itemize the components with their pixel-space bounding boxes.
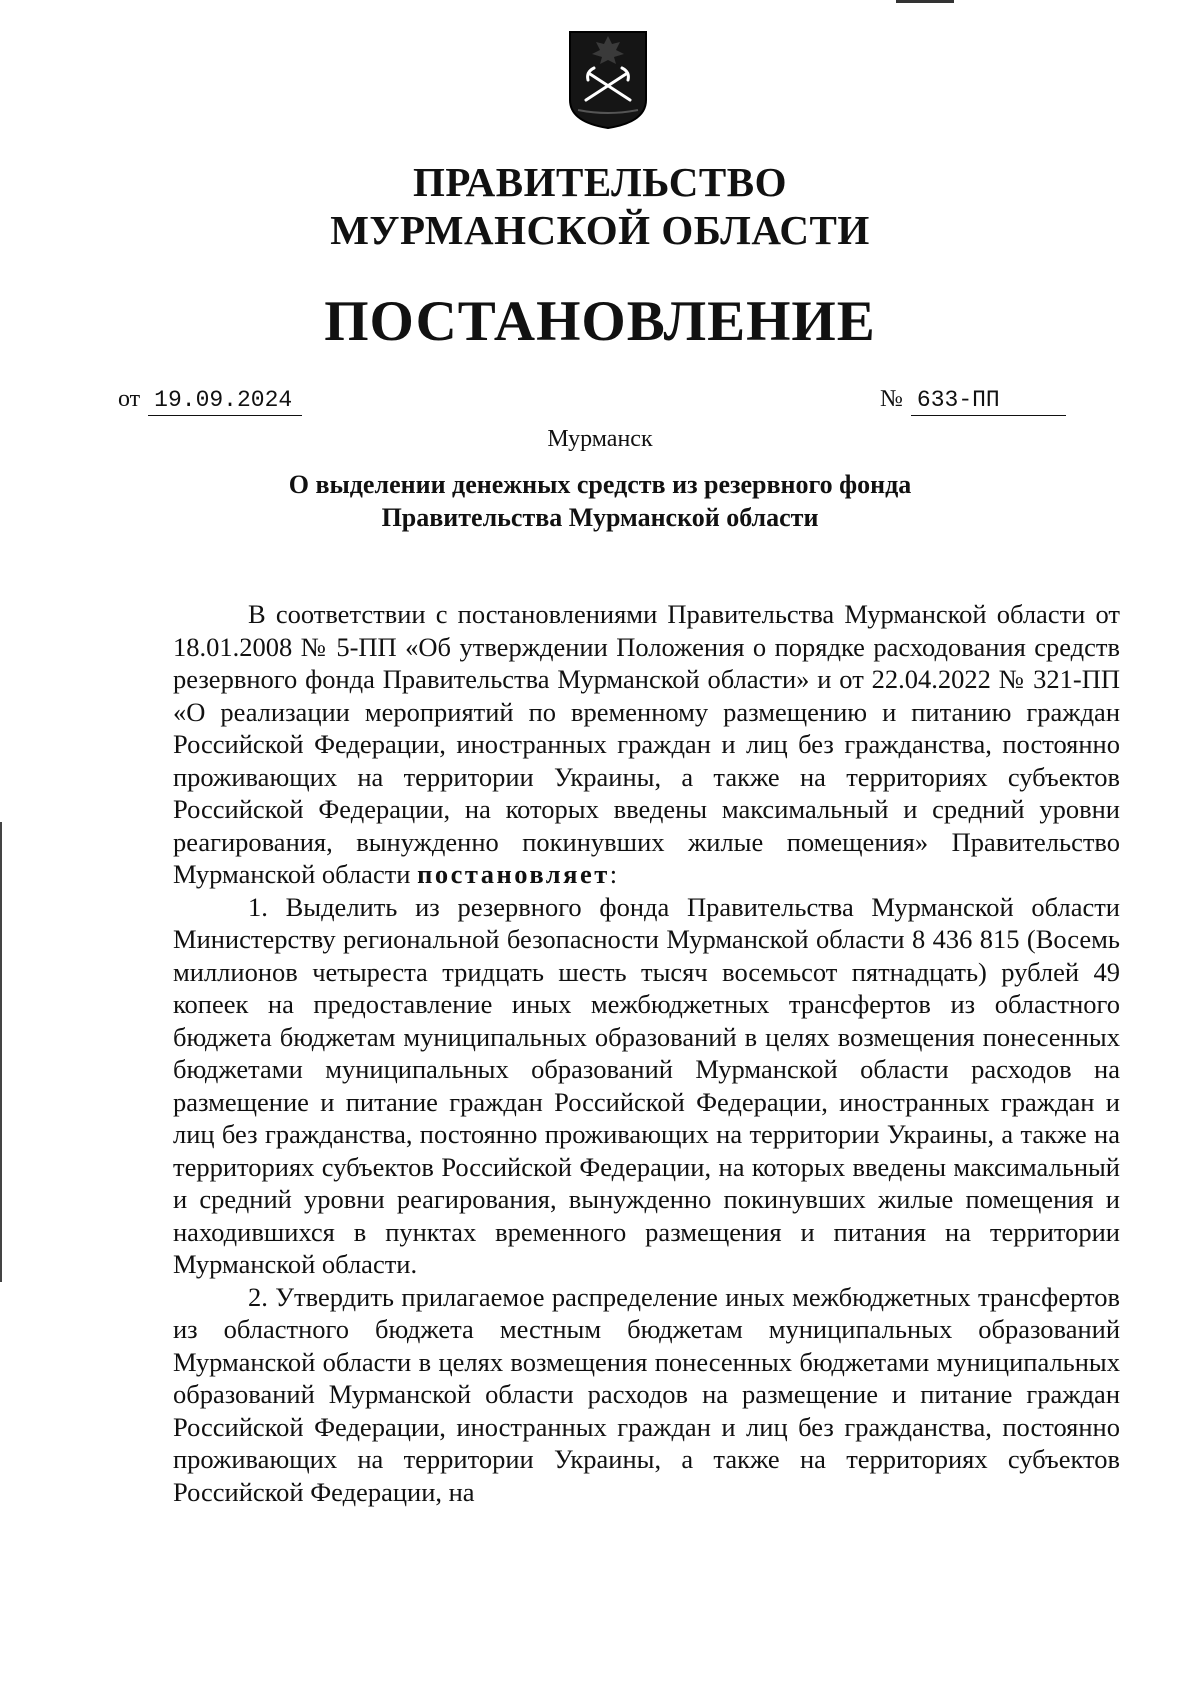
- document-number-value: 633-ПП: [911, 385, 1066, 416]
- preamble-paragraph: [173, 598, 1120, 891]
- scan-margin-line: [0, 822, 2, 1282]
- number-prefix: №: [880, 386, 903, 412]
- document-body: [173, 598, 1120, 1508]
- coat-of-arms-icon: [568, 30, 648, 130]
- organization-title-line2: МУРМАНСКОЙ ОБЛАСТИ: [330, 207, 870, 253]
- document-number-field: [880, 384, 1066, 416]
- organization-title-line1: ПРАВИТЕЛЬСТВО: [412, 159, 788, 205]
- date-field: [118, 384, 302, 416]
- document-type-title: ПОСТАНОВЛЕНИЕ: [324, 290, 876, 353]
- date-value: 19.09.2024: [148, 385, 302, 416]
- item-2-paragraph: 2. Утвердить прилагаемое распределение иных межбюджетных трансфертов из областного бюджета местным бюджетам муниципальных образований Мурманской области в целях возмещения понесенных бюджетами муниципальных образований Мурманской области расходов на размещение и питание граждан Российской Федерации, иностранных граждан и лиц без гражданства, постоянно проживающих на территории Украины, а также на территориях субъектов Российской Федерации, на: [173, 1281, 1120, 1507]
- item-1-paragraph: 1. Выделить из резервного фонда Правительства Мурманской области Министерству региональной безопасности Мурманской области 8 436 815 (Восемь миллионов четыреста тридцать шесть тысяч восемьсот пятнадцать) рублей 49 копеек на предоставление иных межбюджетных трансфертов из областного бюджета бюджетам муниципальных образований в целях возмещения понесенных бюджетами муниципальных образований Мурманской области расходов на размещение и питание граждан Российской Федерации, иностранных граждан и лиц без гражданства, постоянно проживающих на территории Украины, а также на территориях субъектов Российской Федерации, на которых введены максимальный и средний уровни реагирования, вынужденно покинувших жилые помещения и находившихся в пунктах временного размещения и питания на территории Мурманской области.: [173, 891, 1120, 1279]
- decree-colon: :: [609, 859, 618, 889]
- city-name: Мурманск: [547, 426, 653, 452]
- date-prefix: от: [118, 386, 141, 412]
- scan-artifact-mark: [896, 0, 954, 3]
- document-subject: [0, 468, 1200, 534]
- subject-line2: Правительства Мурманской области: [381, 503, 819, 532]
- subject-line1: О выделении денежных средств из резервного фонда: [288, 470, 912, 499]
- preamble-text: В соответствии с постановлениями Правительства Мурманской области от 18.01.2008 № 5-ПП «Об утверждении Положения о порядке расходования средств резервного фонда Правительства Мурманской области» и от 22.04.2022 № 321-ПП «О реализации мероприятий по временному размещению и питанию граждан Российской Федерации, иностранных граждан и лиц без гражданства, постоянно проживающих на территории Украины, а также на территориях субъектов Российской Федерации, на которых введены максимальный и средний уровни реагирования, вынужденно покинувших жилые помещения» Правительство Мурманской области: [173, 599, 1120, 889]
- decree-word: постановляет: [417, 859, 610, 889]
